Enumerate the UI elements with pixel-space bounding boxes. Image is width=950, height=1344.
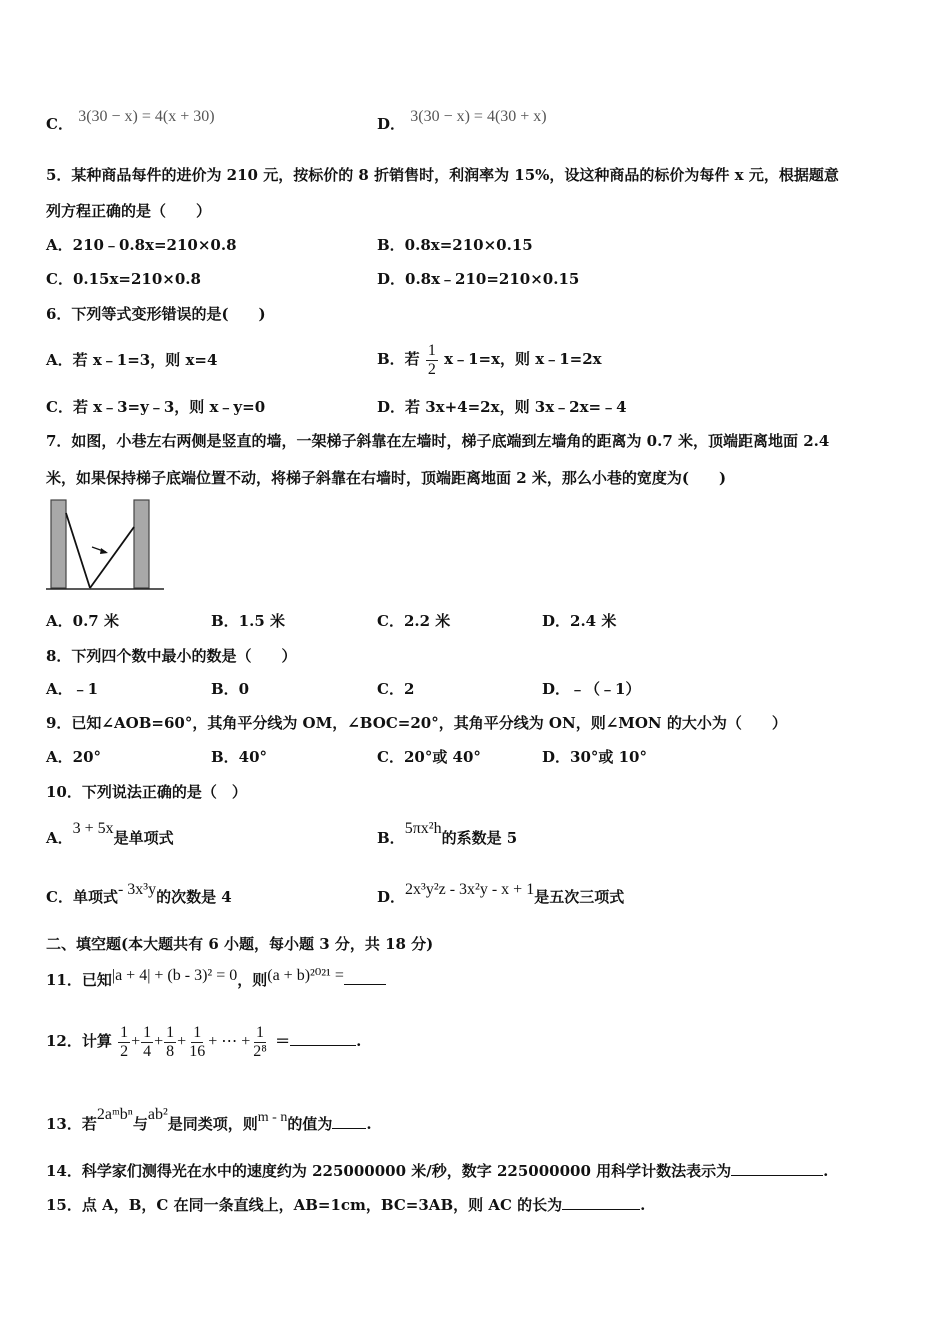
ladder-alley-figure [44, 497, 166, 593]
q8-stem: 8．下列四个数中最小的数是（ ） [46, 647, 297, 665]
q8-option-d: D．﹣（﹣1） [542, 680, 641, 698]
q12-term-4-den: 16 [189, 1042, 206, 1060]
q13-monomial-1: 2aᵐbⁿ [96, 1106, 133, 1123]
q10-option-d-expr: 2x³y²z - 3x²y - x + 1 [405, 881, 535, 898]
q6-fraction-denominator: 2 [427, 360, 436, 378]
q4-option-d-equation: 3(30 − x) = 4(30 + x) [410, 108, 547, 125]
q10-option-d-text: 是五次三项式 [534, 888, 625, 906]
q15-answer-blank[interactable] [562, 1195, 640, 1210]
q6-option-b-fraction [426, 342, 438, 379]
q7-option-c: C．2.2 米 [377, 612, 451, 630]
q9-stem: 9．已知∠AOB=60°，其角平分线为 OM，∠BOC=20°，其角平分线为 ON，则∠MON 的大小为（ ） [46, 714, 787, 732]
q10-option-b-text: 的系数是 5 [441, 829, 518, 847]
q11-expression: (a + b)²⁰²¹ = [267, 967, 344, 984]
q10-option-c-expr: - 3x³y [117, 881, 157, 898]
arrow-head [100, 548, 108, 554]
q5-option-a: A．210﹣0.8x=210×0.8 [46, 236, 237, 254]
q6-option-b [377, 337, 602, 381]
q5-stem-line1: 5．某种商品每件的进价为 210 元，按标价的 8 折销售时，利润率为 15%，设这种商品的标价为每件 x 元，根据题意 [46, 166, 839, 184]
q12-term-4: $\frac{1}{16}$ [189, 1023, 206, 1060]
q8-option-b: B．0 [211, 680, 250, 698]
q12-prefix: 12．计算 [46, 1032, 112, 1050]
q9-option-c: C．20°或 40° [377, 748, 481, 766]
q8-option-c: C．2 [377, 680, 415, 698]
q12-term-1: $\frac{1}{2}$ [120, 1023, 129, 1060]
q10-option-d-label: D． [377, 888, 406, 906]
q6-stem: 6．下列等式变形错误的是( ) [46, 305, 266, 323]
q13-suffix: 的值为 [287, 1115, 333, 1133]
q14-answer-blank[interactable] [731, 1161, 823, 1176]
q12-term-2-den: 4 [143, 1042, 152, 1060]
q7-option-b: B．1.5 米 [211, 612, 285, 630]
q10-option-b-expr: 5πx²h [404, 820, 442, 837]
q6-fraction-numerator: 1 [427, 341, 436, 359]
q6-option-b-rest: x﹣1=x，则 x﹣1=2x [444, 350, 602, 368]
q10-option-c-label: C．单项式 [46, 888, 118, 906]
q10-option-a-label: A． [46, 829, 73, 847]
q10-option-c [46, 881, 232, 908]
q4-option-c-label: C． [46, 115, 73, 133]
section-2-heading: 二、填空题(本大题共有 6 小题，每小题 3 分，共 18 分) [46, 935, 434, 953]
q12-term-last: $\frac{1}{\text{2⁸}}$ [253, 1023, 267, 1060]
q5-option-b: B．0.8x=210×0.15 [377, 236, 533, 254]
q10-option-b-label: B． [377, 829, 405, 847]
q9-option-b: B．40° [211, 748, 268, 766]
q10-option-c-text: 的次数是 4 [156, 888, 232, 906]
q10-option-a-text: 是单项式 [113, 829, 174, 847]
q14 [46, 1161, 828, 1181]
q12: 12．计算 $\frac{1}{2}$ + $\frac{1}{4}$ + $\frac{1}{8}$ + $\frac{1}{16}$ + ⋯ + $\frac{1}{\text{2⁸}}$ ＝ . [46, 1023, 362, 1060]
q5-option-c: C．0.15x=210×0.8 [46, 270, 201, 288]
q9-option-d: D．30°或 10° [542, 748, 647, 766]
q5-option-d: D．0.8x﹣210=210×0.15 [377, 270, 580, 288]
q11-answer-blank[interactable] [344, 970, 386, 985]
q7-option-a: A．0.7 米 [46, 612, 119, 630]
q13-end: . [366, 1115, 372, 1133]
q10-stem: 10．下列说法正确的是（ ） [46, 783, 247, 801]
q9-option-a: A．20° [46, 748, 102, 766]
left-wall [51, 500, 66, 588]
q15-end: . [640, 1196, 646, 1214]
q4-option-d [377, 108, 547, 135]
q10-option-a [46, 820, 174, 849]
q5-stem-line2: 列方程正确的是（ ） [46, 202, 212, 220]
q12-term-3-den: 8 [166, 1042, 175, 1060]
ladder-right [90, 527, 134, 588]
q12-term-2: $\frac{1}{4}$ [143, 1023, 152, 1060]
q12-term-3: $\frac{1}{8}$ [166, 1023, 175, 1060]
q12-answer-blank[interactable] [290, 1031, 356, 1046]
ladder-left [66, 513, 90, 588]
q14-text: 14．科学家们测得光在水中的速度约为 225000000 米/秒，数字 225000000 用科学计数法表示为 [46, 1162, 732, 1180]
q4-option-d-label: D． [377, 115, 406, 133]
q13-expression: m - n [257, 1110, 288, 1125]
q11-prefix: 11．已知 [46, 971, 112, 989]
q6-option-d: D．若 3x+4=2x，则 3x﹣2x=﹣4 [377, 398, 627, 416]
q7-stem-line1: 7．如图，小巷左右两侧是竖直的墙，一架梯子斜靠在左墙时，梯子底端到左墙角的距离为 0.7 米，顶端距离地面 2.4 [46, 432, 830, 450]
q13 [46, 1106, 372, 1136]
q12-term-last-den: 2⁸ [253, 1042, 267, 1060]
q14-end: . [823, 1162, 829, 1180]
q4-option-c [46, 108, 215, 135]
q12-end: . [356, 1032, 362, 1050]
q12-ellipsis: + ⋯ + [208, 1033, 251, 1050]
q13-prefix: 13．若 [46, 1115, 97, 1133]
q15 [46, 1195, 645, 1215]
right-wall [134, 500, 149, 588]
q10-option-a-expr: 3 + 5x [72, 820, 114, 837]
q13-mid2: 是同类项，则 [167, 1115, 258, 1133]
q12-term-1-den: 2 [120, 1042, 129, 1060]
q13-monomial-2: ab² [147, 1106, 168, 1123]
q4-option-c-equation: 3(30 − x) = 4(x + 30) [78, 108, 215, 125]
q7-stem-line2: 米，如果保持梯子底端位置不动，将梯子斜靠在右墙时，顶端距离地面 2 米，那么小巷的宽度为( ) [46, 469, 727, 487]
q6-option-a: A．若 x﹣1=3，则 x=4 [46, 351, 218, 369]
q11-condition: |a + 4| + (b - 3)² = 0 [111, 967, 238, 984]
q8-option-a: A．﹣1 [46, 680, 99, 698]
q11-mid: ，则 [237, 971, 268, 989]
q13-mid1: 与 [132, 1115, 148, 1133]
q10-option-d [377, 881, 625, 908]
q7-option-d: D．2.4 米 [542, 612, 617, 630]
q13-answer-blank[interactable] [332, 1114, 366, 1129]
q11 [46, 967, 386, 991]
q10-option-b [377, 820, 518, 849]
q15-text: 15．点 A，B，C 在同一条直线上，AB=1cm，BC=3AB，则 AC 的长为 [46, 1196, 563, 1214]
q6-option-c: C．若 x﹣3=y﹣3，则 x﹣y=0 [46, 398, 266, 416]
q6-option-b-label: B．若 [377, 350, 420, 368]
q12-equals: ＝ [275, 1032, 291, 1050]
